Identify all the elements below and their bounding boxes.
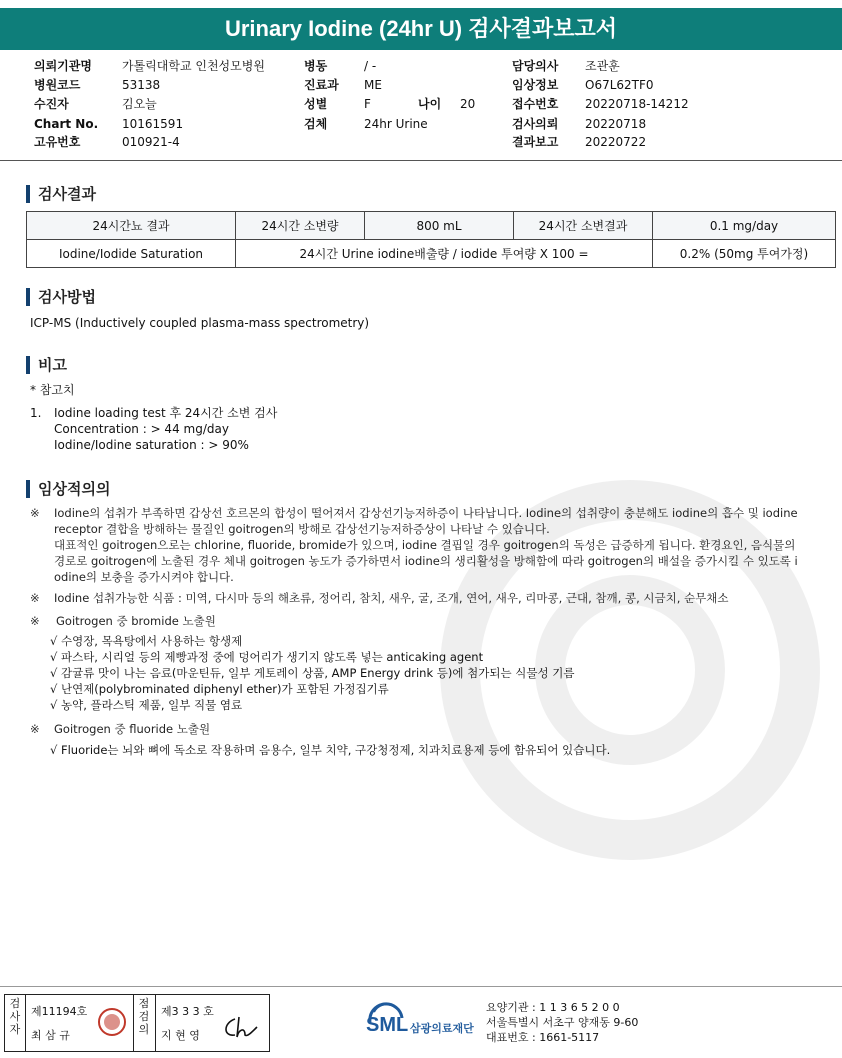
- paragraph-line: 경로로 goitrogen에 노출된 경우 체내 goitrogen 농도가 증가하면서 iodine의 생리활성을 방해함에 따라 goitrogen의 배설을 증가시킬 수 있도록 i: [54, 554, 798, 568]
- table-cell: 800 mL: [365, 212, 514, 240]
- list-item: √ 농약, 플라스틱 제품, 일부 직물 염료: [50, 698, 243, 712]
- remark-concentration: Concentration : > 44 mg/day: [54, 422, 229, 436]
- header-value: 010921-4: [122, 135, 180, 149]
- header-label: 임상정보: [512, 78, 559, 92]
- lab-address: 서울특별시 서초구 양재동 9-60: [486, 1016, 639, 1029]
- paragraph-line: 대표적인 goitrogen으로는 chlorine, fluoride, bromide가 있으며, iodine 결핍일 경우 goitrogen의 독성은 급증하게 됩니다. 환경요인, 음식물의: [54, 538, 796, 552]
- section-title-remarks: 비고: [26, 356, 67, 374]
- section-title-clinical: 임상적의의: [26, 480, 110, 498]
- paragraph-line: odine의 보충을 증가시켜야 합니다.: [54, 570, 234, 584]
- divider: [25, 995, 26, 1051]
- table-cell: Iodine/Iodide Saturation: [27, 240, 236, 268]
- header-value: 김오늘: [122, 97, 157, 111]
- table-cell: 0.1 mg/day: [653, 212, 836, 240]
- section-title-method: 검사방법: [26, 288, 96, 306]
- signature-box: [4, 994, 270, 1052]
- table-cell: 24시간 Urine iodine배출량 / iodide 투여량 X 100 =: [236, 240, 653, 268]
- paragraph-line: receptor 결합을 방해하는 물질인 goitrogen의 방해로 갑상선기능저하증상이 나타날 수 있습니다.: [54, 522, 550, 536]
- table-row: [27, 240, 836, 268]
- divider: [155, 995, 156, 1051]
- list-item: √ Fluoride는 뇌와 뼈에 독소로 작용하며 음용수, 일부 치약, 구강청정제, 치과치료용제 등에 함유되어 있습니다.: [50, 743, 611, 757]
- method-text: ICP-MS (Inductively coupled plasma-mass spectrometry): [30, 316, 370, 330]
- tester-name: 최 삼 규: [31, 1029, 70, 1042]
- reviewer-license: 제3 3 3 호: [161, 1005, 214, 1018]
- note-mark: ※: [30, 614, 40, 628]
- agency-number: 요양기관 : 1 1 3 6 5 2 0 0: [486, 1001, 620, 1014]
- reviewer-label: 점검의: [138, 997, 150, 1036]
- section-title-results: 검사결과: [26, 185, 96, 203]
- divider: [133, 995, 134, 1051]
- header-label: Chart No.: [34, 117, 99, 131]
- remark-item: Iodine loading test 후 24시간 소변 검사: [54, 406, 278, 420]
- lab-info: [486, 1000, 638, 1045]
- note-mark: ※: [30, 722, 40, 736]
- header-label: 병원코드: [34, 78, 81, 92]
- header-value: 24hr Urine: [364, 117, 428, 131]
- list-item: √ 난연제(polybrominated diphenyl ether)가 포함된 가정집기류: [50, 682, 389, 696]
- note-mark: ※: [30, 506, 40, 520]
- reference-label: * 참고치: [30, 383, 75, 397]
- header-label: 의뢰기관명: [34, 59, 92, 73]
- sml-logo-text: SML: [366, 1014, 409, 1036]
- table-cell: 24시간 소변량: [236, 212, 365, 240]
- remark-saturation: Iodine/Iodine saturation : > 90%: [54, 438, 249, 452]
- header-value: 가톨릭대학교 인천성모병원: [122, 59, 265, 73]
- table-cell: 24시간 소변결과: [514, 212, 653, 240]
- header-label: 나이: [418, 97, 442, 111]
- header-label: 수진자: [34, 97, 69, 111]
- header-label: 담당의사: [512, 59, 559, 73]
- header-value: F: [364, 97, 371, 111]
- foundation-name: 삼광의료재단: [410, 1022, 474, 1035]
- header-value: ME: [364, 78, 382, 92]
- tester-license: 제11194호: [31, 1005, 88, 1018]
- header-value: 20220718: [585, 117, 647, 131]
- paragraph-line: Iodine의 섭취가 부족하면 갑상선 호르몬의 합성이 떨어져서 갑상선기능저하증이 나타납니다. Iodine의 섭취량이 충분해도 iodine의 흡수 및 iodine: [54, 506, 798, 520]
- bromide-heading: Goitrogen 중 bromide 노출원: [56, 614, 216, 628]
- header-label: 검사의뢰: [512, 117, 559, 131]
- header-value: 20220718-14212: [585, 97, 689, 111]
- header-value: / -: [364, 59, 377, 73]
- list-item: √ 파스타, 시리얼 등의 제빵과정 중에 덩어리가 생기지 않도록 넣는 anticaking agent: [50, 650, 484, 664]
- header-label: 결과보고: [512, 135, 559, 149]
- results-table: [26, 211, 836, 268]
- header-label: 성별: [304, 97, 328, 111]
- header-value: 10161591: [122, 117, 184, 131]
- header-value: 조관훈: [585, 59, 620, 73]
- tester-label: 검사자: [9, 997, 21, 1036]
- header-value: 20: [460, 97, 476, 111]
- divider: [0, 160, 842, 161]
- table-cell: 0.2% (50mg 투여가정): [653, 240, 836, 268]
- iodine-foods: Iodine 섭취가능한 식품 : 미역, 다시마 등의 해초류, 정어리, 참치, 새우, 굴, 조개, 연어, 새우, 리마콩, 근대, 참깨, 콩, 시금치, 순무채소: [54, 591, 729, 605]
- clinical-paragraph: [54, 505, 798, 585]
- header-value: 53138: [122, 78, 161, 92]
- header-label: 진료과: [304, 78, 339, 92]
- reviewer-name: 지 현 영: [161, 1029, 200, 1042]
- header-value: 20220722: [585, 135, 647, 149]
- lab-phone: 대표번호 : 1661-5117: [486, 1031, 600, 1044]
- header-label: 검체: [304, 117, 328, 131]
- tester-seal: [97, 1007, 127, 1037]
- header-label: 고유번호: [34, 135, 81, 149]
- table-row: [27, 212, 836, 240]
- header-label: 접수번호: [512, 97, 559, 111]
- report-title: Urinary Iodine (24hr U) 검사결과보고서: [0, 8, 842, 50]
- header-label: 병동: [304, 59, 328, 73]
- header-value: O67L62TF0: [585, 78, 654, 92]
- reviewer-signature: [221, 1013, 261, 1041]
- fluoride-heading: Goitrogen 중 fluoride 노출원: [54, 722, 211, 736]
- footer-divider: [0, 986, 842, 987]
- note-mark: ※: [30, 591, 40, 605]
- list-item: √ 감귤류 맛이 나는 음료(마운틴듀, 일부 게토레이 상품, AMP Energy drink 등)에 첨가되는 식물성 기름: [50, 666, 575, 680]
- list-item: √ 수영장, 목욕탕에서 사용하는 항생제: [50, 634, 243, 648]
- table-cell: 24시간뇨 결과: [27, 212, 236, 240]
- list-number: 1.: [30, 406, 42, 420]
